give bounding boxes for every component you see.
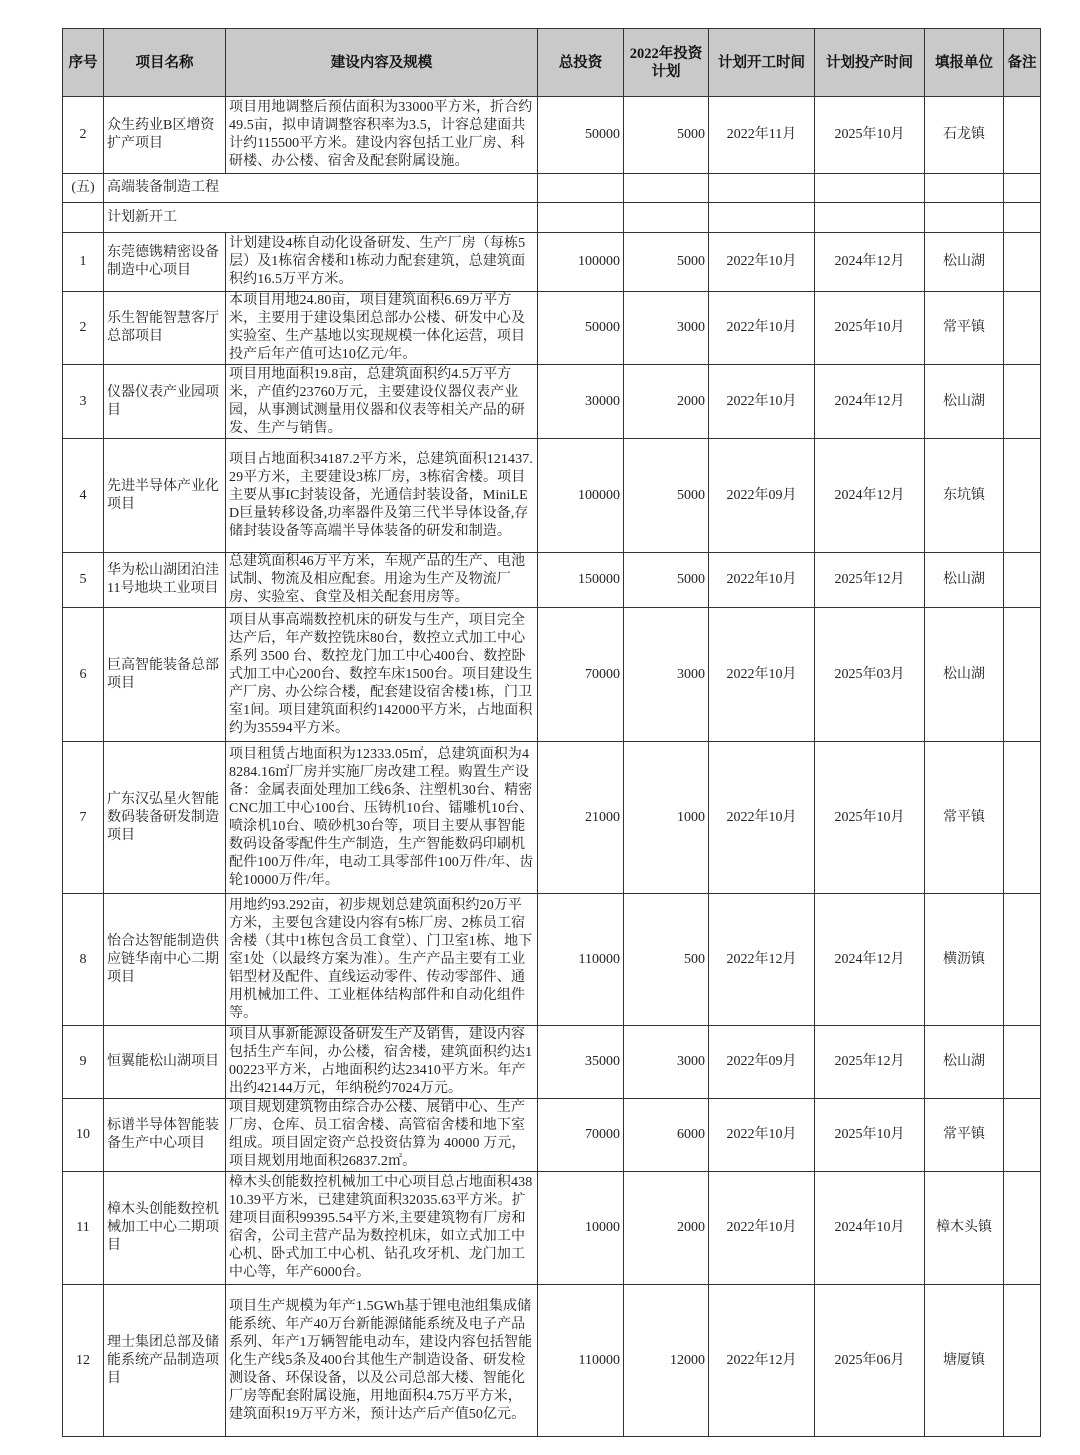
table-row — [63, 97, 1041, 174]
cell-unit: 樟木头镇 — [925, 1172, 1004, 1285]
cell-name: 怡合达智能制造供应链华南中心二期项目 — [104, 894, 226, 1026]
cell-remark — [1004, 608, 1041, 742]
cell-remark — [1004, 233, 1041, 292]
cell-content: 项目生产规模为年产1.5GWh基于锂电池组集成储能系统、年产40万台新能源储能系统及电子产品系列、年产1万辆智能电动车，建设内容包括智能化生产线5条及400台其他生产制造设备、研发检测设备、环保设备，以及公司总部大楼、智能化厂房等配套附属设施，用地面积4.75万平方米，建筑面积19万平方米，预计达产后产值50亿元。 — [226, 1285, 538, 1437]
cell-plan2022: 2000 — [624, 365, 709, 439]
cell-total: 110000 — [538, 894, 624, 1026]
empty-cell — [538, 174, 624, 203]
cell-content: 樟木头创能数控机械加工中心项目总占地面积43810.39平方米，已建建筑面积32035.63平方米。扩建项目面积99395.54平方米,主要建筑物有厂房和宿舍，公司主营产品为数控机床，如立式加工中心机、卧式加工中心机、钻孔攻牙机、龙门加工中心等，年产6000台。 — [226, 1172, 538, 1285]
cell-name: 仪器仪表产业园项目 — [104, 365, 226, 439]
empty-cell — [63, 203, 104, 233]
cell-plan2022: 5000 — [624, 233, 709, 292]
cell-total: 30000 — [538, 365, 624, 439]
cell-production: 2025年10月 — [815, 292, 925, 365]
cell-production: 2025年10月 — [815, 1099, 925, 1172]
cell-content: 本项目用地24.80亩，项目建筑面积6.69万平方米，主要用于建设集团总部办公楼、研发中心及实验室、生产基地以实现规模一体化运营，项目投产后年产值可达10亿元/年。 — [226, 292, 538, 365]
cell-remark — [1004, 1099, 1041, 1172]
empty-cell — [709, 174, 815, 203]
cell-production: 2025年03月 — [815, 608, 925, 742]
cell-total: 100000 — [538, 439, 624, 553]
table-row — [63, 365, 1041, 439]
table-row — [63, 1099, 1041, 1172]
cell-total: 70000 — [538, 1099, 624, 1172]
cell-plan2022: 3000 — [624, 1026, 709, 1099]
cell-production: 2024年12月 — [815, 439, 925, 553]
cell-production: 2025年10月 — [815, 97, 925, 174]
cell-name: 华为松山湖团泊洼11号地块工业项目 — [104, 553, 226, 608]
cell-unit: 常平镇 — [925, 1099, 1004, 1172]
cell-content: 项目从事新能源设备研发生产及销售，建设内容包括生产车间，办公楼，宿舍楼，建筑面积约达100223平方米，占地面积约达23410平方米。年产出约42144万元，年纳税约7024万元。 — [226, 1026, 538, 1099]
cell-remark — [1004, 1026, 1041, 1099]
cell-unit: 东坑镇 — [925, 439, 1004, 553]
cell-total: 35000 — [538, 1026, 624, 1099]
cell-production: 2025年10月 — [815, 742, 925, 894]
cell-start: 2022年10月 — [709, 1099, 815, 1172]
cell-start: 2022年12月 — [709, 1285, 815, 1437]
cell-content: 项目占地面积34187.2平方米，总建筑面积121437.29平方米，主要建设3栋厂房，3栋宿舍楼。项目主要从事IC封装设备，光通信封装设备，MiniLED巨量转移设备,功率器件及第三代半导体设备,存储封装设备等高端半导体装备的研发和制造。 — [226, 439, 538, 553]
empty-cell — [538, 203, 624, 233]
empty-cell — [925, 174, 1004, 203]
cell-production: 2025年06月 — [815, 1285, 925, 1437]
cell-no: 5 — [63, 553, 104, 608]
cell-total: 10000 — [538, 1172, 624, 1285]
empty-cell — [1004, 203, 1041, 233]
table-row — [63, 1285, 1041, 1437]
cell-plan2022: 2000 — [624, 1172, 709, 1285]
cell-start: 2022年10月 — [709, 742, 815, 894]
table-row — [63, 894, 1041, 1026]
project-table — [62, 28, 1041, 1437]
cell-name: 广东汉弘星火智能数码装备研发制造项目 — [104, 742, 226, 894]
cell-content: 项目规划建筑物由综合办公楼、展销中心、生产厂房、仓库、员工宿舍楼、高管宿舍楼和地下室组成。项目固定资产总投资估算为 40000 万元，项目规划用地面积26837.2㎡。 — [226, 1099, 538, 1172]
cell-content: 项目从事高端数控机床的研发与生产，项目完全达产后，年产数控铣床80台，数控立式加工中心系列 3500 台、数控龙门加工中心400台、数控卧式加工中心200台、数控车床1500台。项目建设生产厂房、办公综合楼，配套建设宿舍楼1栋，门卫室1间。项目建筑面积约142000平方米，占地面积约为35594平方米。 — [226, 608, 538, 742]
empty-cell — [1004, 174, 1041, 203]
table-row — [63, 1172, 1041, 1285]
cell-production: 2024年10月 — [815, 1172, 925, 1285]
empty-cell — [624, 174, 709, 203]
cell-content: 项目用地调整后预估面积为33000平方米，折合约49.5亩，拟申请调整容积率为3.5，计容总建面共计约115500平方米。建设内容包括工业厂房、科研楼、办公楼、宿舍及配套附属设施。 — [226, 97, 538, 174]
table-row — [63, 553, 1041, 608]
cell-total: 110000 — [538, 1285, 624, 1437]
cell-no: 9 — [63, 1026, 104, 1099]
cell-name: 东莞德镌精密设备制造中心项目 — [104, 233, 226, 292]
cell-production: 2024年12月 — [815, 233, 925, 292]
cell-content: 项目租赁占地面积为12333.05㎡，总建筑面积为48284.16㎡厂房并实施厂房改建工程。购置生产设备：金属表面处理加工线6条、注塑机30台、精密CNC加工中心100台、压铸机10台、镭雕机10台、喷涂机10台、喷砂机30台等，项目主要从事智能数码设备零配件生产制造，生产智能数码印刷机配件100万件/年，电动工具零部件100万件/年、齿轮10000万件/年。 — [226, 742, 538, 894]
header-total: 总投资 — [538, 29, 624, 97]
cell-start: 2022年10月 — [709, 553, 815, 608]
header-row — [63, 29, 1041, 97]
cell-name: 恒翼能松山湖项目 — [104, 1026, 226, 1099]
cell-no: 1 — [63, 233, 104, 292]
table-row — [63, 439, 1041, 553]
cell-production: 2024年12月 — [815, 365, 925, 439]
section-title: 高端装备制造工程 — [104, 174, 538, 203]
cell-unit: 松山湖 — [925, 233, 1004, 292]
cell-unit: 松山湖 — [925, 608, 1004, 742]
subsection-title: 计划新开工 — [104, 203, 538, 233]
empty-cell — [925, 203, 1004, 233]
table-row — [63, 233, 1041, 292]
empty-cell — [815, 174, 925, 203]
cell-unit: 松山湖 — [925, 365, 1004, 439]
cell-name: 众生药业B区增资扩产项目 — [104, 97, 226, 174]
empty-cell — [709, 203, 815, 233]
cell-remark — [1004, 365, 1041, 439]
cell-no: 2 — [63, 97, 104, 174]
cell-no: 6 — [63, 608, 104, 742]
cell-unit: 常平镇 — [925, 292, 1004, 365]
cell-remark — [1004, 439, 1041, 553]
cell-total: 50000 — [538, 97, 624, 174]
header-start: 计划开工时间 — [709, 29, 815, 97]
cell-name: 先进半导体产业化项目 — [104, 439, 226, 553]
cell-unit: 松山湖 — [925, 553, 1004, 608]
header-name: 项目名称 — [104, 29, 226, 97]
header-no: 序号 — [63, 29, 104, 97]
cell-total: 21000 — [538, 742, 624, 894]
cell-unit: 常平镇 — [925, 742, 1004, 894]
cell-production: 2025年12月 — [815, 1026, 925, 1099]
header-production: 计划投产时间 — [815, 29, 925, 97]
cell-production: 2024年12月 — [815, 894, 925, 1026]
cell-remark — [1004, 97, 1041, 174]
subsection-row — [63, 203, 1041, 233]
cell-name: 樟木头创能数控机械加工中心二期项目 — [104, 1172, 226, 1285]
header-plan2022: 2022年投资计划 — [624, 29, 709, 97]
empty-cell — [815, 203, 925, 233]
cell-unit: 塘厦镇 — [925, 1285, 1004, 1437]
header-remark: 备注 — [1004, 29, 1041, 97]
cell-plan2022: 500 — [624, 894, 709, 1026]
table-row — [63, 608, 1041, 742]
cell-no: 2 — [63, 292, 104, 365]
table-row — [63, 742, 1041, 894]
cell-start: 2022年12月 — [709, 894, 815, 1026]
cell-total: 50000 — [538, 292, 624, 365]
cell-unit: 石龙镇 — [925, 97, 1004, 174]
cell-name: 乐生智能智慧客厅总部项目 — [104, 292, 226, 365]
cell-start: 2022年11月 — [709, 97, 815, 174]
cell-production: 2025年12月 — [815, 553, 925, 608]
cell-plan2022: 1000 — [624, 742, 709, 894]
cell-remark — [1004, 292, 1041, 365]
cell-plan2022: 5000 — [624, 97, 709, 174]
cell-unit: 横沥镇 — [925, 894, 1004, 1026]
cell-remark — [1004, 1172, 1041, 1285]
table-row — [63, 292, 1041, 365]
cell-name: 理士集团总部及储能系统产品制造项目 — [104, 1285, 226, 1437]
cell-plan2022: 3000 — [624, 608, 709, 742]
header-unit: 填报单位 — [925, 29, 1004, 97]
cell-content: 项目用地面积19.8亩，总建筑面积约4.5万平方米，产值约23760万元，主要建设仪器仪表产业园，从事测试测量用仪器和仪表等相关产品的研发、生产与销售。 — [226, 365, 538, 439]
cell-no: 12 — [63, 1285, 104, 1437]
cell-no: 8 — [63, 894, 104, 1026]
cell-start: 2022年10月 — [709, 365, 815, 439]
cell-start: 2022年09月 — [709, 1026, 815, 1099]
cell-plan2022: 3000 — [624, 292, 709, 365]
section-no: (五) — [63, 174, 104, 203]
cell-total: 150000 — [538, 553, 624, 608]
cell-start: 2022年10月 — [709, 1172, 815, 1285]
header-content: 建设内容及规模 — [226, 29, 538, 97]
cell-content: 用地约93.292亩，初步规划总建筑面积约20万平方米，主要包含建设内容有5栋厂房、2栋员工宿舍楼（其中1栋包含员工食堂）、门卫室1栋、地下室1处（以最终方案为准）。生产产品主要有工业铝型材及配件、直线运动零件、传动零部件、通用机械加工件、工业框体结构部件和自动化组件等。 — [226, 894, 538, 1026]
cell-total: 70000 — [538, 608, 624, 742]
cell-no: 4 — [63, 439, 104, 553]
cell-start: 2022年09月 — [709, 439, 815, 553]
cell-remark — [1004, 1285, 1041, 1437]
section-row — [63, 174, 1041, 203]
cell-start: 2022年10月 — [709, 233, 815, 292]
table-row — [63, 1026, 1041, 1099]
cell-plan2022: 12000 — [624, 1285, 709, 1437]
cell-content: 计划建设4栋自动化设备研发、生产厂房（每栋5层）及1栋宿舍楼和1栋动力配套建筑，总建筑面积约16.5万平方米。 — [226, 233, 538, 292]
cell-unit: 松山湖 — [925, 1026, 1004, 1099]
cell-name: 巨高智能装备总部项目 — [104, 608, 226, 742]
empty-cell — [624, 203, 709, 233]
cell-remark — [1004, 894, 1041, 1026]
cell-remark — [1004, 742, 1041, 894]
cell-no: 3 — [63, 365, 104, 439]
cell-start: 2022年10月 — [709, 292, 815, 365]
cell-content: 总建筑面积46万平方米，车规产品的生产、电池试制、物流及相应配套。用途为生产及物流厂房、实验室、食堂及相关配套用房等。 — [226, 553, 538, 608]
cell-plan2022: 6000 — [624, 1099, 709, 1172]
cell-no: 11 — [63, 1172, 104, 1285]
cell-name: 标谱半导体智能装备生产中心项目 — [104, 1099, 226, 1172]
cell-no: 10 — [63, 1099, 104, 1172]
cell-total: 100000 — [538, 233, 624, 292]
cell-start: 2022年10月 — [709, 608, 815, 742]
cell-remark — [1004, 553, 1041, 608]
cell-no: 7 — [63, 742, 104, 894]
cell-plan2022: 5000 — [624, 553, 709, 608]
cell-plan2022: 5000 — [624, 439, 709, 553]
